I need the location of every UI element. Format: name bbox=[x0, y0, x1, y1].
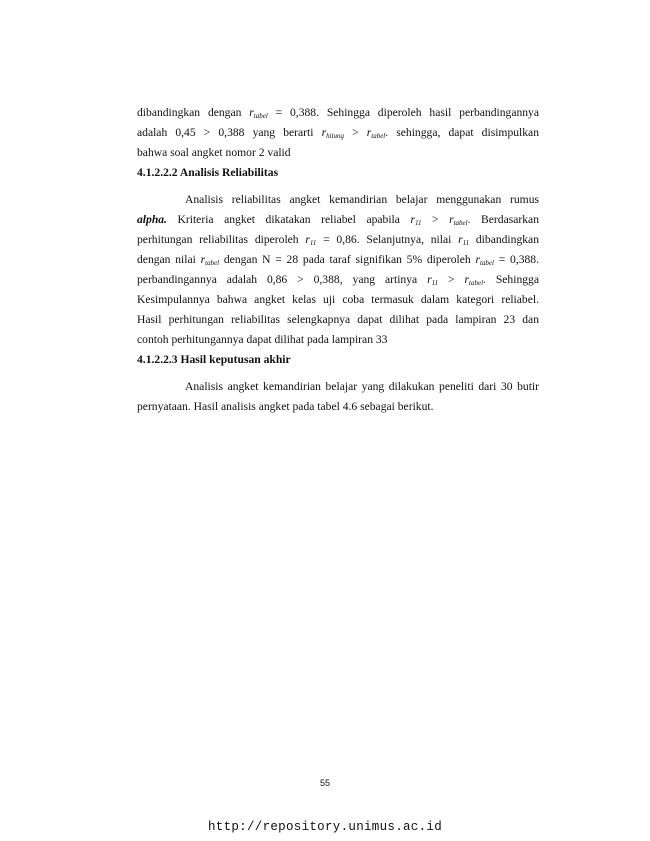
math-variable: r bbox=[427, 273, 432, 286]
math-variable: r bbox=[410, 213, 415, 226]
text-line bbox=[137, 190, 539, 210]
text-segment: Analisis angket kemandirian belajar yang dilakukan peneliti dari 30 butir bbox=[185, 380, 539, 393]
text-segment: . sehingga, dapat disimpulkan bbox=[385, 126, 539, 139]
text-line bbox=[137, 230, 539, 250]
text-segment: . Berdasarkan bbox=[467, 213, 539, 226]
text-segment: . Sehingga bbox=[483, 273, 539, 286]
page-number: 55 bbox=[319, 778, 330, 788]
reliabilitas-paragraph bbox=[137, 190, 539, 350]
subscript: tabel bbox=[469, 279, 484, 287]
text-segment: Hasil perhitungan reliabilitas selengkapnya dapat dilihat pada lampiran 23 dan bbox=[137, 313, 539, 326]
text-segment: > bbox=[421, 213, 450, 226]
section-heading-keputusan-akhir: 4.1.2.2.3 Hasil keputusan akhir bbox=[137, 353, 291, 366]
section-heading-reliabilitas: 4.1.2.2.2 Analisis Reliabilitas bbox=[137, 166, 279, 179]
subscript: tabel bbox=[479, 259, 494, 267]
math-variable: r bbox=[249, 106, 254, 119]
subscript: tabel bbox=[205, 259, 220, 267]
text-segment: dibandingkan bbox=[469, 233, 539, 246]
intro-paragraph bbox=[137, 103, 539, 163]
math-variable: r bbox=[305, 233, 310, 246]
text-segment: adalah 0,45 > 0,388 yang berarti bbox=[137, 126, 322, 139]
text-segment: dibandingkan dengan bbox=[137, 106, 250, 119]
math-variable: r bbox=[200, 253, 206, 266]
subscript: tabel bbox=[253, 112, 268, 120]
math-variable: r bbox=[321, 126, 327, 139]
text-line bbox=[137, 250, 539, 270]
text-segment: contoh perhitungannya dapat dilihat pada lampiran 33 bbox=[137, 333, 388, 346]
subscript: 11 bbox=[414, 219, 422, 227]
keputusan-akhir-paragraph bbox=[137, 377, 539, 417]
subscript: tabel bbox=[453, 219, 468, 227]
text-line bbox=[137, 270, 539, 290]
text-segment: = 0,388. bbox=[493, 253, 539, 266]
text-segment: Kriteria angket dikatakan reliabel apabila bbox=[166, 213, 411, 226]
math-variable: r bbox=[366, 126, 372, 139]
text-segment: perbandingannya adalah 0,86 > 0,388, yang artinya bbox=[137, 273, 428, 286]
text-line bbox=[137, 123, 539, 143]
text-segment: dengan nilai bbox=[137, 253, 201, 266]
text-segment: Kesimpulannya bahwa angket kelas uji coba termasuk dalam kategori reliabel. bbox=[137, 293, 539, 306]
footer-url[interactable]: http://repository.unimus.ac.id bbox=[207, 820, 443, 834]
text-line bbox=[137, 330, 539, 350]
math-variable: r bbox=[475, 253, 480, 266]
text-segment: = 0,388. Sehingga diperoleh hasil perbandingannya bbox=[267, 106, 539, 119]
subscript: tabel bbox=[371, 132, 386, 140]
text-segment: > bbox=[343, 126, 367, 139]
math-variable: r bbox=[458, 233, 463, 246]
subscript: 11 bbox=[462, 239, 470, 247]
text-segment: Analisis reliabilitas angket kemandirian belajar menggunakan rumus bbox=[185, 193, 539, 206]
text-line bbox=[137, 377, 539, 397]
text-segment: = 0,86. Selanjutnya, nilai bbox=[316, 233, 459, 246]
text-line bbox=[137, 103, 539, 123]
document-page bbox=[137, 103, 539, 417]
text-segment: > bbox=[438, 273, 465, 286]
math-variable: r bbox=[464, 273, 470, 286]
subscript: hitung bbox=[326, 132, 344, 140]
subscript: 11 bbox=[309, 239, 317, 247]
text-segment: bahwa soal angket nomor 2 valid bbox=[137, 146, 291, 159]
text-line bbox=[137, 290, 539, 310]
text-line bbox=[137, 143, 539, 163]
subscript: 11 bbox=[431, 279, 439, 287]
emphasis-term: alpha. bbox=[137, 213, 167, 226]
text-line bbox=[137, 397, 539, 417]
text-segment: pernyataan. Hasil analisis angket pada tabel 4.6 sebagai berikut. bbox=[137, 400, 434, 413]
text-line bbox=[137, 310, 539, 330]
text-segment: perhitungan reliabilitas diperoleh bbox=[137, 233, 306, 246]
text-line bbox=[137, 210, 539, 230]
text-segment: dengan N = 28 pada taraf signifikan 5% diperoleh bbox=[219, 253, 476, 266]
math-variable: r bbox=[449, 213, 454, 226]
